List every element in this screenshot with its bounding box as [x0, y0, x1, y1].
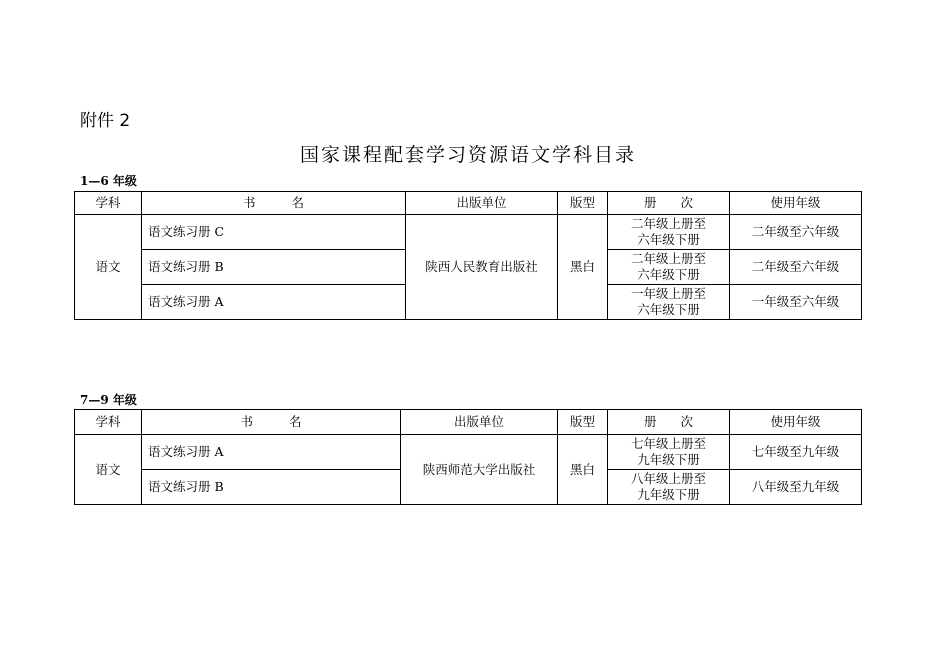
volume-line2: 六年级下册: [637, 267, 700, 282]
volume-cell: [608, 215, 730, 250]
volume-line1: 八年级上册至: [630, 471, 706, 486]
header-book-name: [142, 410, 401, 435]
book-name-cell: 语文练习册 C: [142, 215, 406, 250]
header-volume: [608, 410, 730, 435]
volume-line2: 六年级下册: [637, 232, 700, 247]
header-subject: 学科: [75, 192, 142, 215]
header-book-name: [142, 192, 406, 215]
header-grades: 使用年级: [730, 410, 862, 435]
catalog-table-grades-7-9: [74, 409, 862, 505]
volume-line2: 九年级下册: [637, 452, 700, 467]
volume-line1: 七年级上册至: [630, 436, 706, 451]
grades-cell: 七年级至九年级: [730, 435, 862, 470]
header-volume-char1: 册: [643, 195, 657, 210]
volume-line1: 二年级上册至: [630, 251, 706, 266]
header-book-name-char2: 名: [289, 414, 302, 429]
grades-cell: 二年级至六年级: [730, 250, 862, 285]
header-volume: [608, 192, 730, 215]
header-subject: 学科: [75, 410, 142, 435]
table-row: [75, 435, 862, 470]
book-name-cell: 语文练习册 A: [142, 285, 406, 320]
table-header-row: [75, 192, 862, 215]
format-cell: 黑白: [558, 435, 608, 505]
section-label-grades-7-9: 7—9 年级: [80, 393, 137, 407]
catalog-table-grades-1-6: [74, 191, 862, 320]
table-row: [75, 215, 862, 250]
volume-line2: 九年级下册: [637, 487, 700, 502]
book-name-cell: 语文练习册 B: [142, 250, 406, 285]
volume-line1: 二年级上册至: [630, 216, 706, 231]
header-book-name-char1: 书: [242, 195, 256, 210]
header-volume-char2: 次: [680, 195, 694, 210]
publisher-cell: 陕西人民教育出版社: [406, 215, 558, 320]
section-label-grades-1-6: 1—6 年级: [80, 174, 137, 188]
grades-cell: 一年级至六年级: [730, 285, 862, 320]
table-header-row: [75, 410, 862, 435]
book-name-cell: 语文练习册 A: [142, 435, 401, 470]
publisher-cell: 陕西师范大学出版社: [401, 435, 558, 505]
volume-line2: 六年级下册: [637, 302, 700, 317]
document-title: 国家课程配套学习资源语文学科目录: [299, 144, 636, 166]
volume-cell: [608, 250, 730, 285]
subject-cell: 语文: [75, 435, 142, 505]
header-volume-char2: 次: [680, 414, 694, 429]
header-format: 版型: [558, 192, 608, 215]
grades-cell: 八年级至九年级: [730, 470, 862, 505]
volume-cell: [608, 435, 730, 470]
header-publisher: 出版单位: [406, 192, 558, 215]
header-book-name-char2: 名: [291, 195, 305, 210]
volume-cell: [608, 285, 730, 320]
header-book-name-char1: 书: [240, 414, 253, 429]
volume-line1: 一年级上册至: [630, 286, 706, 301]
grades-cell: 二年级至六年级: [730, 215, 862, 250]
book-name-cell: 语文练习册 B: [142, 470, 401, 505]
attachment-label: 附件 2: [80, 111, 131, 131]
header-volume-char1: 册: [643, 414, 657, 429]
header-publisher: 出版单位: [401, 410, 558, 435]
subject-cell: 语文: [75, 215, 142, 320]
header-format: 版型: [558, 410, 608, 435]
volume-cell: [608, 470, 730, 505]
format-cell: 黑白: [558, 215, 608, 320]
header-grades: 使用年级: [730, 192, 862, 215]
